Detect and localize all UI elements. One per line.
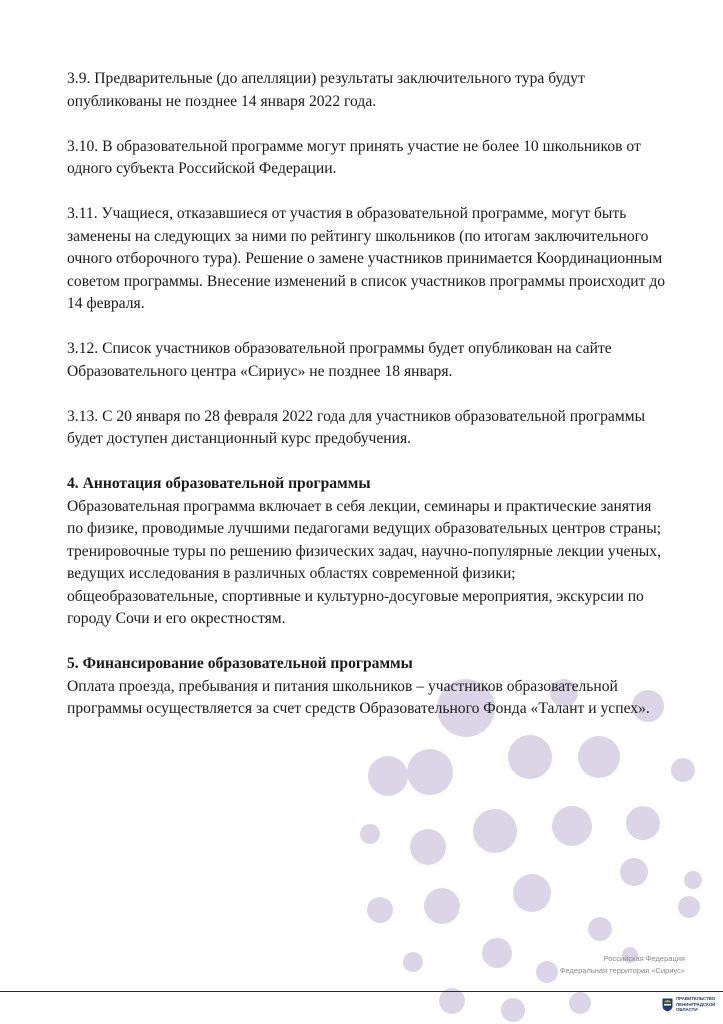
government-logo: [662, 996, 722, 1020]
paragraph-3-12: 3.12. Список участников образовательной программы будет опубликован на сайте Образовательного центра «Сириус» не позднее 18 января.: [67, 340, 612, 380]
decor-dot: [482, 938, 512, 968]
decor-dot: [360, 824, 380, 844]
decor-dot: [403, 952, 423, 972]
decor-dot: [671, 758, 695, 782]
decor-dot: [569, 992, 591, 1014]
footer-rule: [0, 991, 723, 992]
decor-dot: [684, 871, 702, 889]
government-logo-text: [676, 996, 722, 1013]
coat-of-arms-icon: [662, 998, 673, 1012]
decor-dot: [626, 806, 660, 840]
decor-dot: [407, 749, 453, 795]
decor-dot: [410, 829, 446, 865]
document-body: [67, 68, 667, 743]
paragraph-3-11: 3.11. Учащиеся, отказавшиеся от участия в образовательной программе, могут быть заменены на следующих за ними по рейтингу школьников (по итогам заключительного очного отборочного тура). Решение о замене участников принимается Координационным советом программы. Внесение изменений в список участников программы происходит до 14 февраля.: [67, 205, 666, 312]
decor-dot: [620, 858, 648, 886]
section-5-body: Оплата проезда, пребывания и питания школьников – участников образовательной программы осуществляется за счет средств Образовательного Фонда «Талант и успех».: [67, 677, 650, 717]
section-4-body: Образовательная программа включает в себя лекции, семинары и практические занятия по физике, проводимые лучшими педагогами ведущих образовательных центров страны; тренировочные туры по решению физических задач, научно-популярные лекции ученых, ведущих исследования в различных областях современной физики; общеобразовательные, спортивные и культурно-досуговые мероприятия, экскурсии по городу Сочи и его окрестностям.: [67, 497, 662, 627]
gov-line-3: ОБЛАСТИ: [676, 1007, 698, 1012]
decor-dot: [552, 806, 592, 846]
paragraph-3-13: 3.13. С 20 января по 28 февраля 2022 года для участников образовательной программы будет доступен дистанционный курс предобучения.: [67, 407, 646, 447]
paragraph-3-10: 3.10. В образовательной программе могут принять участие не более 10 школьников от одного субъекта Российской Федерации.: [67, 137, 641, 177]
footer-caption: [560, 953, 685, 977]
footer-territory: Федеральная территория «Сириус»: [559, 966, 685, 975]
paragraph-3-9: 3.9. Предварительные (до апелляции) результаты заключительного тура будут опубликованы не позднее 14 января 2022 года.: [67, 70, 585, 110]
decor-dot: [588, 917, 612, 941]
decor-dot: [368, 756, 408, 796]
decor-dot: [367, 897, 393, 923]
footer-country: Российская Федерация: [603, 954, 685, 963]
decor-dot: [424, 888, 460, 924]
decor-dot: [536, 961, 558, 983]
decor-dot: [501, 998, 525, 1022]
section-4-heading: 4. Аннотация образовательной программы: [67, 475, 371, 492]
section-5-heading: 5. Финансирование образовательной программы: [67, 655, 413, 672]
section-annotation: [67, 473, 667, 631]
gov-line-2: ЛЕНИНГРАДСКОЙ: [676, 1001, 716, 1007]
decor-dot: [473, 809, 517, 853]
decor-dot: [513, 874, 551, 912]
decor-dot: [678, 896, 700, 918]
section-financing: [67, 653, 667, 721]
gov-line-1: ПРАВИТЕЛЬСТВО: [676, 996, 716, 1001]
